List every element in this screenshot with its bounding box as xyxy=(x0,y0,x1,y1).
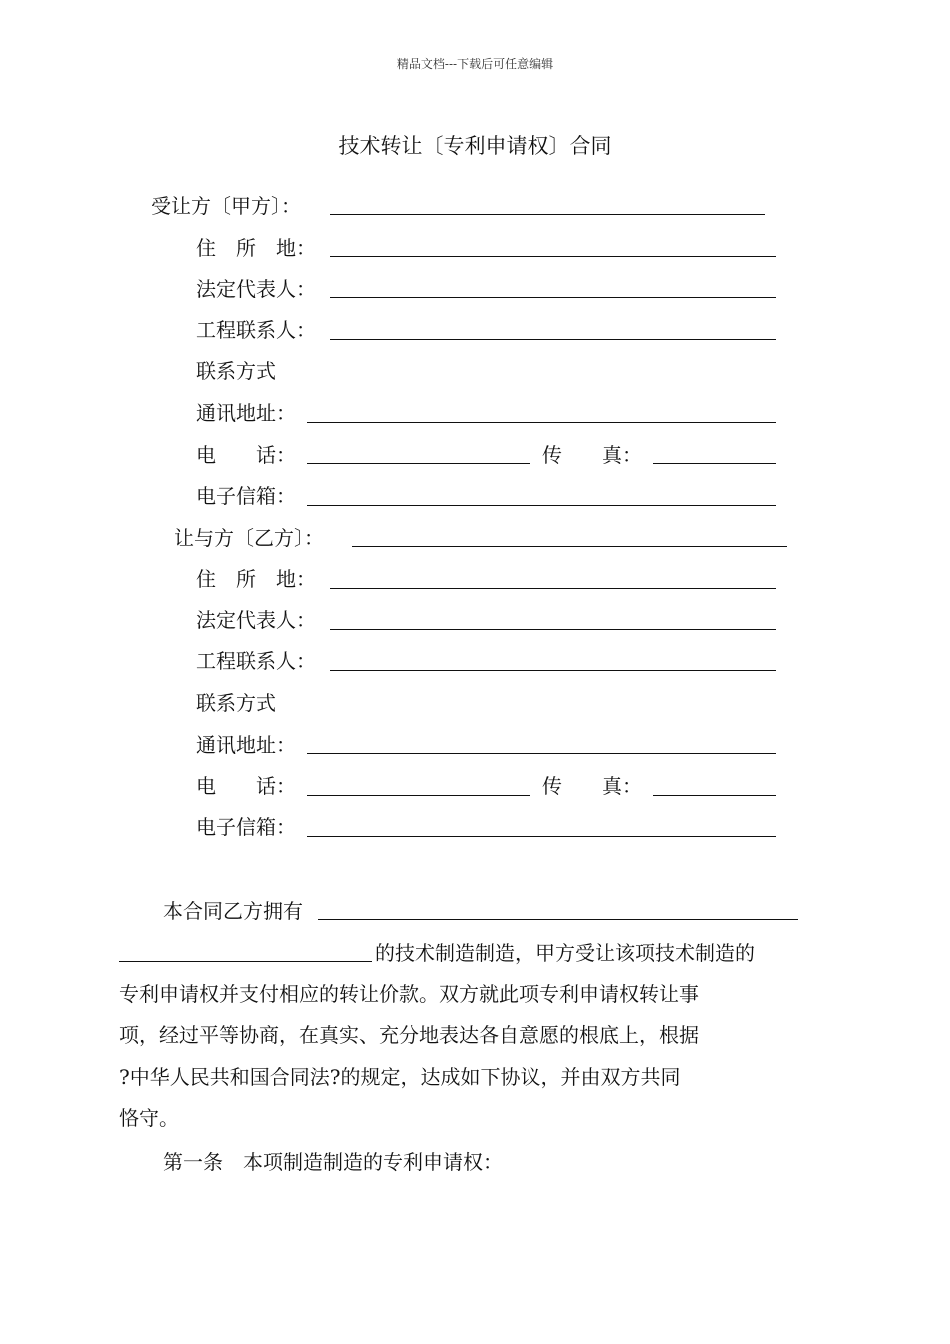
party-a-legal-rep-blank xyxy=(330,297,776,298)
party-a-email-blank xyxy=(307,505,776,506)
party-a-name-blank xyxy=(330,214,765,215)
party-b-address-blank xyxy=(330,588,776,589)
technology-name-blank xyxy=(318,919,798,920)
article-1-heading: 第一条 本项制造制造的专利申请权： xyxy=(163,1150,503,1174)
party-b-email-blank xyxy=(307,836,776,837)
body-line-3: 专利申请权并支付相应的转让价款。双方就此项专利申请权转让事 xyxy=(119,982,699,1006)
document-title: 技术转让〔专利申请权〕合同 xyxy=(338,134,612,158)
party-a-mail-address-label: 通讯地址： xyxy=(196,401,296,425)
party-b-fax-blank xyxy=(653,795,776,796)
party-a-phone-blank xyxy=(307,463,530,464)
party-a-mail-address-blank xyxy=(307,422,776,423)
party-b-mail-address-label: 通讯地址： xyxy=(196,733,296,757)
party-a-address-label: 住 所 地： xyxy=(196,236,316,260)
party-b-name-blank xyxy=(352,546,787,547)
party-a-email-label: 电子信箱： xyxy=(196,484,296,508)
party-b-project-contact-blank xyxy=(330,670,776,671)
party-b-legal-rep-label: 法定代表人： xyxy=(196,608,316,632)
party-a-fax-blank xyxy=(653,463,776,464)
party-b-contact-method-label: 联系方式 xyxy=(196,691,276,715)
party-a-legal-rep-label: 法定代表人： xyxy=(196,277,316,301)
party-a-heading: 受让方〔甲方〕： xyxy=(151,194,301,218)
page-header: 精品文档---下载后可任意编辑 xyxy=(396,57,554,71)
party-a-address-blank xyxy=(330,256,776,257)
party-a-project-contact-label: 工程联系人： xyxy=(196,318,316,342)
party-b-project-contact-label: 工程联系人： xyxy=(196,649,316,673)
party-a-project-contact-blank xyxy=(330,339,776,340)
party-b-email-label: 电子信箱： xyxy=(196,815,296,839)
party-b-phone-blank xyxy=(307,795,530,796)
technology-name-blank-continued xyxy=(119,961,372,962)
body-line-6: 恪守。 xyxy=(119,1106,179,1130)
body-line-5: ?中华人民共和国合同法?的规定，达成如下协议，并由双方共同 xyxy=(119,1065,681,1089)
party-b-mail-address-blank xyxy=(307,753,776,754)
party-b-phone-label: 电 话： xyxy=(196,774,296,798)
party-a-phone-label: 电 话： xyxy=(196,443,296,467)
party-b-legal-rep-blank xyxy=(330,629,776,630)
body-line-2: 的技术制造制造，甲方受让该项技术制造的 xyxy=(375,941,755,965)
party-b-fax-label: 传 真： xyxy=(542,774,642,798)
party-a-fax-label: 传 真： xyxy=(542,443,642,467)
body-line-1: 本合同乙方拥有 xyxy=(163,899,303,923)
party-b-address-label: 住 所 地： xyxy=(196,567,316,591)
party-a-contact-method-label: 联系方式 xyxy=(196,359,276,383)
body-line-4: 项，经过平等协商，在真实、充分地表达各自意愿的根底上，根据 xyxy=(119,1023,699,1047)
party-b-heading: 让与方〔乙方〕： xyxy=(174,526,324,550)
